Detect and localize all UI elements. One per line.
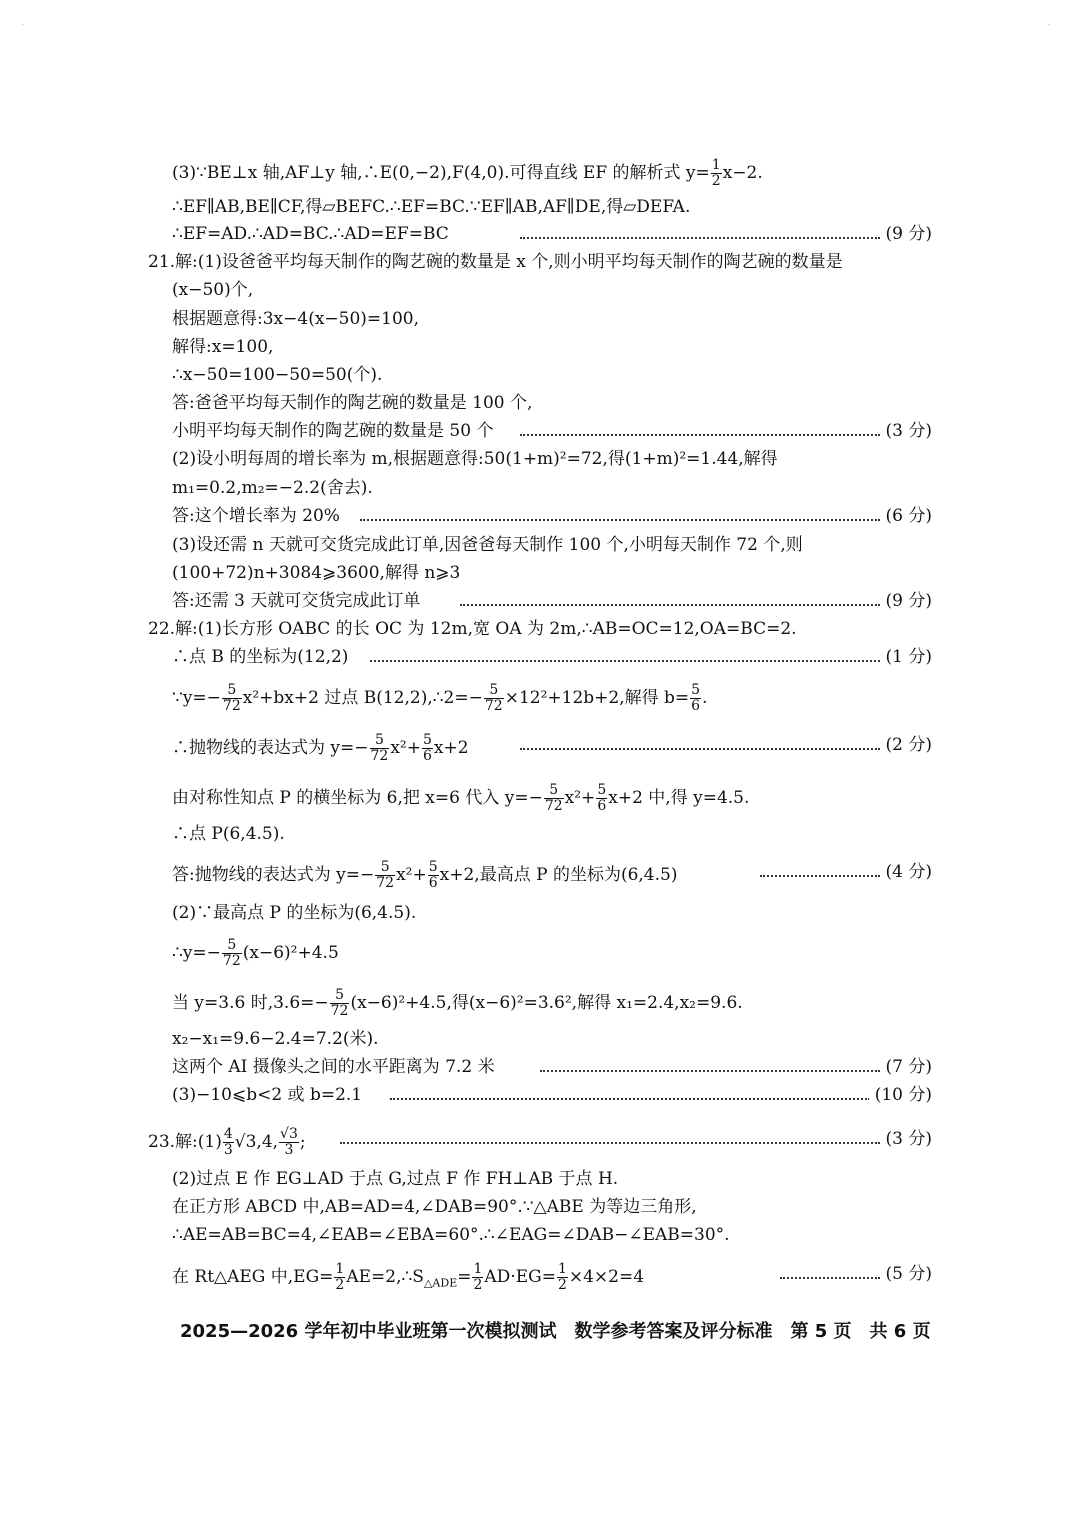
q23-line-2: (2)过点 E 作 EG⊥AD 于点 G,过点 F 作 FH⊥AB 于点 H. bbox=[172, 1169, 619, 1189]
leader-dots bbox=[780, 1262, 880, 1279]
score: (9 分) bbox=[880, 222, 932, 246]
q21-line-10 bbox=[0, 504, 1080, 528]
leader-dots bbox=[520, 419, 880, 436]
leader-dots bbox=[340, 1127, 880, 1144]
leader-dots bbox=[760, 860, 880, 877]
q22-line-7: 答:抛物线的表达式为 y=− $\frac{5}{72}$ x²+ $\frac{5}{6}$ x+2,最高点 P 的坐标为(6,4.5) (4 分) bbox=[172, 859, 932, 891]
leader-dots bbox=[520, 733, 880, 750]
corner-mark: · bbox=[22, 22, 24, 29]
text: ∴EF=AD.∴AD=BC.∴AD=EF=BC bbox=[172, 222, 455, 246]
q20-line-1 bbox=[172, 158, 763, 189]
q20-line-2: ∴EF∥AB,BE∥CF,得▱BEFC.∴EF=BC.∵EF∥AB,AF∥DE,得▱DEFA. bbox=[172, 197, 691, 217]
text: 答:还需 3 天就可交货完成此订单 bbox=[172, 589, 426, 613]
text: x−2. bbox=[722, 163, 763, 183]
text: (3)∵BE⊥x 轴,AF⊥y 轴,∴E(0,−2),F(4,0).可得直线 EF 的解析式 y= bbox=[172, 163, 710, 183]
score: (1 分) bbox=[880, 645, 932, 669]
leader-dots bbox=[370, 645, 880, 662]
q22-line-1: 22.解:(1)长方形 OABC 的长 OC 为 12m,宽 OA 为 2m,∴AB=OC=12,OA=BC=2. bbox=[148, 619, 797, 639]
score: (3 分) bbox=[880, 419, 932, 443]
q23-line-4: ∴AE=AB=BC=4,∠EAB=∠EBA=60°.∴∠EAG=∠DAB−∠EAB=30°. bbox=[172, 1225, 730, 1245]
q21-line-4: 解得:x=100, bbox=[172, 337, 274, 357]
q22-line-12 bbox=[0, 1055, 1080, 1079]
q22-line-8: (2)∵最高点 P 的坐标为(6,4.5). bbox=[172, 903, 417, 923]
q21-line-11: (3)设还需 n 天就可交货完成此订单,因爸爸每天制作 100 个,小明每天制作 72 个,则 bbox=[172, 535, 803, 555]
leader-dots bbox=[540, 1055, 880, 1072]
corner-mark: · bbox=[1048, 22, 1050, 29]
q21-line-6: 答:爸爸平均每天制作的陶艺碗的数量是 100 个, bbox=[172, 393, 533, 413]
score: (7 分) bbox=[880, 1055, 932, 1079]
q21-line-5: ∴x−50=100−50=50(个). bbox=[172, 365, 383, 385]
q22-line-9: ∴y=− $\frac{5}{72}$ (x−6)²+4.5 bbox=[172, 937, 339, 969]
score: (4 分) bbox=[880, 860, 932, 884]
text: 小明平均每天制作的陶艺碗的数量是 50 个 bbox=[172, 419, 499, 443]
q23-line-5: 在 Rt△AEG 中,EG= $\frac{1}{2}$ $AE=2,\therefore S_{\triangle ADE}=$ $\frac{1}{2}$ AD·EG= $\frac{1}{2}$ ×4×2=4 (5 分) bbox=[0, 1262, 1080, 1286]
q23-line-3: 在正方形 ABCD 中,AB=AD=4,∠DAB=90°.∵△ABE 为等边三角形, bbox=[172, 1197, 697, 1217]
page-footer: 2025—2026 学年初中毕业班第一次模拟测试 数学参考答案及评分标准 第 5 页 共 6 页 bbox=[180, 1321, 931, 1342]
q21-line-12: (100+72)n+3084⩾3600,解得 n⩾3 bbox=[172, 563, 461, 583]
q21-line-9: m₁=0.2,m₂=−2.2(舍去). bbox=[172, 478, 373, 498]
q22-line-5: 由对称性知点 P 的横坐标为 6,把 x=6 代入 y=− $\frac{5}{72}$ x²+ $\frac{5}{6}$ x+2 中,得 y=4.5. bbox=[172, 782, 750, 814]
leader-dots bbox=[520, 222, 880, 239]
q21-line-1: 21.解:(1)设爸爸平均每天制作的陶艺碗的数量是 x 个,则小明平均每天制作的陶艺碗的数量是 bbox=[148, 252, 843, 272]
q23-line-1: 23.解:(1) $\frac{4}{3}$ √3,4, $\frac{√3}{3}$ ; (3 分) bbox=[148, 1126, 932, 1158]
q22-line-11: x₂−x₁=9.6−2.4=7.2(米). bbox=[172, 1029, 379, 1049]
q21-line-8: (2)设小明每周的增长率为 m,根据题意得:50(1+m)²=72,得(1+m)²=1.44,解得 bbox=[172, 449, 778, 469]
q22-line-6: ∴点 P(6,4.5). bbox=[172, 824, 285, 844]
score: (3 分) bbox=[880, 1127, 932, 1151]
q21-line-13 bbox=[0, 589, 1080, 613]
q22-line-13 bbox=[0, 1083, 1080, 1107]
q21-line-2: (x−50)个, bbox=[172, 280, 254, 300]
score: (5 分) bbox=[880, 1262, 932, 1286]
leader-dots bbox=[390, 1083, 870, 1100]
text: 答:这个增长率为 20% bbox=[172, 504, 346, 528]
score: (2 分) bbox=[880, 733, 932, 757]
score: (6 分) bbox=[880, 504, 932, 528]
q22-line-3: ∵y=− $\frac{5}{72}$ x²+bx+2 过点 B(12,2),∴2=− $\frac{5}{72}$ ×12²+12b+2,解得 b= $\frac{5}{6}$ . bbox=[172, 682, 708, 714]
leader-dots bbox=[360, 504, 880, 521]
text: 这两个 AI 摄像头之间的水平距离为 7.2 米 bbox=[172, 1055, 501, 1079]
leader-dots bbox=[460, 589, 880, 606]
q22-line-4: ∴抛物线的表达式为 y=− $\frac{5}{72}$ x²+ $\frac{5}{6}$ x+2 (2 分) bbox=[172, 732, 932, 764]
text: ∴点 B 的坐标为(12,2) bbox=[172, 645, 354, 669]
q22-line-2 bbox=[0, 645, 1080, 669]
q22-line-10: 当 y=3.6 时,3.6=− $\frac{5}{72}$ (x−6)²+4.5,得(x−6)²=3.6²,解得 x₁=2.4,x₂=9.6. bbox=[172, 987, 743, 1019]
q21-line-3: 根据题意得:3x−4(x−50)=100, bbox=[172, 309, 420, 329]
q20-line-3 bbox=[0, 222, 1080, 246]
score: (10 分) bbox=[869, 1083, 932, 1107]
q21-line-7 bbox=[0, 419, 1080, 443]
score: (9 分) bbox=[880, 589, 932, 613]
fraction: $\frac{1}{2}$ bbox=[711, 157, 721, 189]
text: (3)−10⩽b<2 或 b=2.1 bbox=[172, 1083, 368, 1107]
